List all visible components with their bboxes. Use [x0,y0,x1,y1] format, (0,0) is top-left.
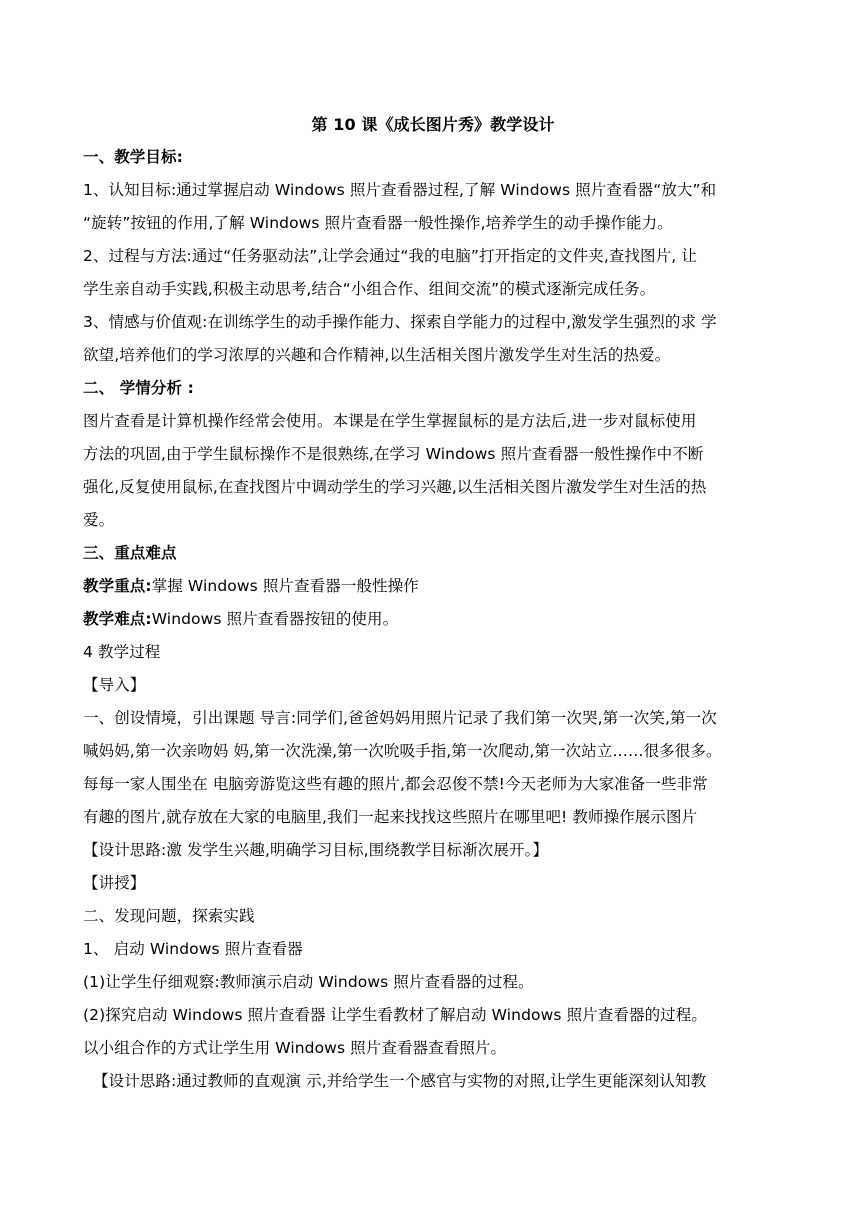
teach-tag: 【讲授】 [83,874,146,892]
analysis-line2: 方法的巩固,由于学生鼠标操作不是很熟练,在学习 Windows 照片查看器一般性操作中不断 [83,445,704,463]
step-observe: (1)让学生仔细观察:教师演示启动 Windows 照片查看器的过程。 [83,973,534,991]
analysis-line1: 图片查看是计算机操作经常会使用。本课是在学生掌握鼠标的是方法后,进一步对鼠标使用 [83,412,697,430]
design-note-2: 【设计思路:通过教师的直观演 示,并给学生一个感官与实物的对照,让学生更能深刻认知教 [93,1072,707,1090]
key-point-text: 掌握 Windows 照片查看器一般性操作 [151,577,419,595]
goal-cognitive-line2: “旋转”按钮的作用,了解 Windows 照片查看器一般性操作,培养学生的动手操作能力。 [83,214,673,232]
intro-tag: 【导入】 [83,676,146,694]
goal-emotion-line1: 3、情感与价值观:在训练学生的动手操作能力、探索自学能力的过程中,激发学生强烈的求 学 [83,313,717,331]
difficulty-label: 教学难点: [83,610,152,628]
key-point-line [83,570,783,603]
difficulty-line [83,603,783,636]
intro-design-note: 【设计思路:激 发学生兴趣,明确学习目标,围绕教学目标渐次展开。】 [83,841,549,859]
heading-teaching-goals: 一、教学目标: [83,148,183,166]
intro-line4: 有趣的图片,就存放在大家的电脑里,我们一起来找找这些照片在哪里吧! 教师操作展示图片 [83,808,698,826]
goal-process-line2: 学生亲自动手实践,积极主动思考,结合“小组合作、组间交流”的模式逐渐完成任务。 [83,280,656,298]
intro-line1: 一、创设情境，引出课题 导言:同学们,爸爸妈妈用照片记录了我们第一次哭,第一次笑,第一次 [83,709,717,727]
section-explore: 二、发现问题，探索实践 [83,907,255,925]
goal-process-line1: 2、过程与方法:通过“任务驱动法”,让学会通过“我的电脑”打开指定的文件夹,查找图片, 让 [83,247,697,265]
document-body [83,108,783,1098]
goal-cognitive-line1: 1、认知目标:通过掌握启动 Windows 照片查看器过程,了解 Windows 照片查看器“放大”和 [83,181,717,199]
heading-key-points: 三、重点难点 [83,544,177,562]
step-launch-viewer: 1、 启动 Windows 照片查看器 [83,940,303,958]
goal-emotion-line2: 欲望,培养他们的学习浓厚的兴趣和合作精神,以生活相关图片激发学生对生活的热爱。 [83,346,671,364]
intro-line2: 喊妈妈,第一次亲吻妈 妈,第一次洗澡,第一次吮吸手指,第一次爬动,第一次站立……很多很多。 [83,742,722,760]
key-point-label: 教学重点: [83,577,152,595]
document-title: 第 10 课《成长图片秀》教学设计 [311,115,555,134]
heading-student-analysis: 二、 学情分析 : [83,379,194,397]
difficulty-text: Windows 照片查看器按钮的使用。 [151,610,399,628]
analysis-line3: 强化,反复使用鼠标,在查找图片中调动学生的学习兴趣,以生活相关图片激发学生对生活的热 [83,478,707,496]
step-explore: (2)探究启动 Windows 照片查看器 让学生看教材了解启动 Windows 照片查看器的过程。 [83,1006,707,1024]
intro-line3: 每每一家人围坐在 电脑旁游览这些有趣的照片,都会忍俊不禁!今天老师为大家准备一些非常 [83,775,708,793]
step-group-work: 以小组合作的方式让学生用 Windows 照片查看器查看照片。 [83,1039,507,1057]
analysis-line4: 爱。 [83,511,115,529]
heading-teaching-process: 4 教学过程 [83,643,161,661]
